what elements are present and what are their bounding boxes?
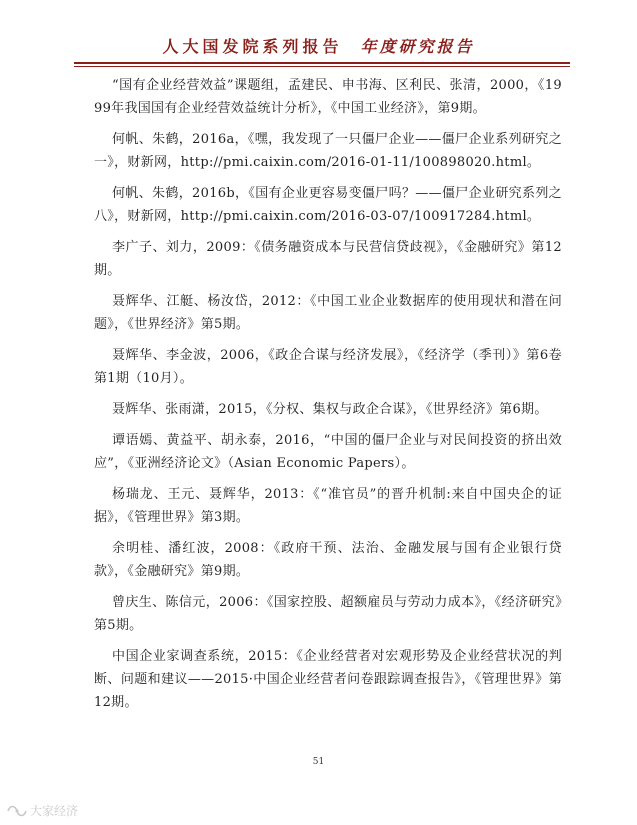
reference-item: 杨瑞龙、王元、聂辉华，2013：《“准官员”的晋升机制:来自中国央企的证据》，《管理世界》第3期。 — [94, 487, 562, 525]
header-subtitle: 年度研究报告 — [360, 37, 475, 56]
watermark-logo-icon — [6, 804, 28, 818]
reference-item: 何帆、朱鹤，2016b，《国有企业更容易变僵尸吗？——僵尸企业研究系列之八》，财新网，http://pmi.caixin.com/2016-03-07/100917284.html。 — [94, 186, 562, 224]
reference-list — [94, 74, 562, 722]
reference-item: 何帆、朱鹤，2016a，《嘿，我发现了一只僵尸企业——僵尸企业系列研究之一》，财新网，http://pmi.caixin.com/2016-01-11/100898020.html。 — [94, 132, 562, 170]
header-title: 人大国发院系列报告 — [162, 37, 343, 56]
reference-item: 聂辉华、李金波，2006，《政企合谋与经济发展》，《经济学（季刊）》第6卷第1期（10月）。 — [94, 348, 562, 386]
reference-item: 余明桂、潘红波，2008：《政府干预、法治、金融发展与国有企业银行贷款》，《金融研究》第9期。 — [94, 541, 562, 579]
header-rule-thick — [74, 62, 570, 64]
watermark — [6, 802, 78, 819]
reference-item: 中国企业家调查系统，2015：《企业经营者对宏观形势及企业经营状况的判断、问题和建议——2015·中国企业经营者问卷跟踪调查报告》，《管理世界》第12期。 — [94, 649, 562, 710]
header-rule-thin — [74, 66, 570, 67]
reference-item: 曾庆生、陈信元，2006：《国家控股、超额雇员与劳动力成本》，《经济研究》第5期。 — [94, 595, 562, 633]
page-header — [0, 34, 637, 57]
reference-item: “国有企业经营效益”课题组，孟建民、申书海、区利民、张清，2000，《1999年我国国有企业经营效益统计分析》，《中国工业经济》，第9期。 — [94, 78, 562, 116]
reference-item: 聂辉华、张雨潇，2015，《分权、集权与政企合谋》，《世界经济》第6期。 — [112, 402, 548, 417]
reference-item: 谭语嫣、黄益平、胡永泰，2016，“中国的僵尸企业与对民间投资的挤出效应”，《亚洲经济论文》（Asian Economic Papers）。 — [94, 433, 562, 471]
page-number: 51 — [312, 757, 325, 767]
reference-item: 聂辉华、江艇、杨汝岱，2012：《中国工业企业数据库的使用现状和潜在问题》，《世界经济》第5期。 — [94, 294, 562, 332]
reference-item: 李广子、刘力，2009：《债务融资成本与民营信贷歧视》，《金融研究》第12期。 — [94, 240, 562, 278]
watermark-text: 大家经济 — [30, 804, 79, 818]
